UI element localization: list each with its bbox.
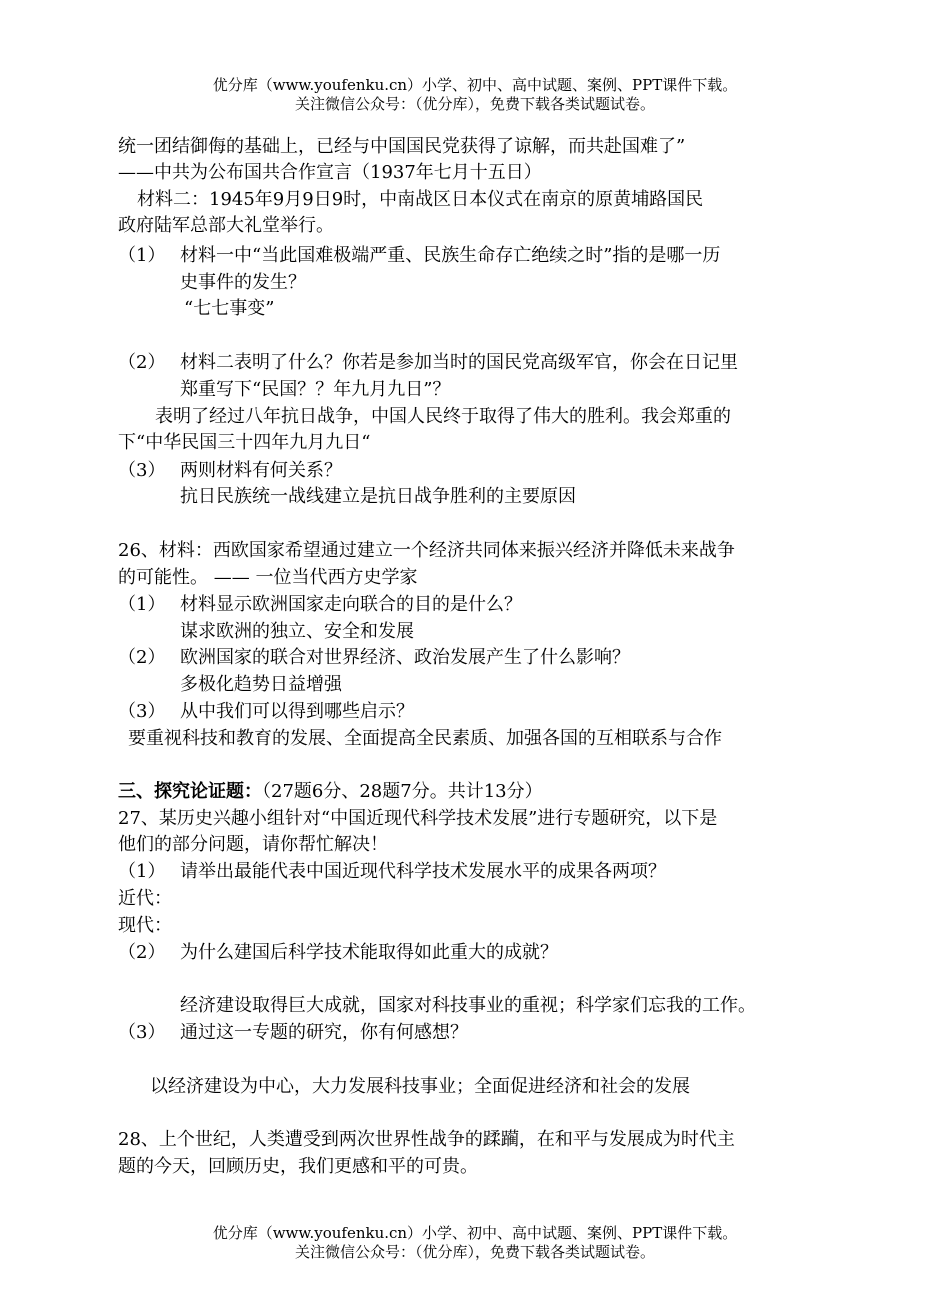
q25-sub2-question: 材料二表明了什么？你若是参加当时的国民党高级军官，你会在日记里 [180, 352, 738, 373]
q27-sub2-answer: 经济建设取得巨大成就，国家对科技事业的重视；科学家们忘我的工作。 [180, 995, 756, 1016]
q28-line2: 题的今天，回顾历史，我们更感和平的可贵。 [118, 1156, 478, 1177]
q25-sub3-question: 两则材料有何关系？ [180, 460, 342, 481]
q26-sub1-number: （1） [118, 594, 166, 615]
q27-sub1-number: （1） [118, 861, 166, 882]
q26-sub2-number: （2） [118, 647, 166, 668]
q25-sub3-number: （3） [118, 460, 166, 481]
q27-sub1-question: 请举出最能代表中国近现代科学技术发展水平的成果各两项？ [180, 861, 666, 882]
q27-sub2 [118, 940, 558, 966]
section3-score: （27题6分、28题7分。共计13分） [262, 781, 543, 802]
section3-title: 三、探究论证题： [118, 781, 262, 802]
q26-sub1-question: 材料显示欧洲国家走向联合的目的是什么？ [180, 594, 522, 615]
section3-heading [118, 779, 543, 805]
header-line-2: 关注微信公众号：（优分库），免费下载各类试题试卷。 [294, 95, 655, 113]
q25-sub2-number: （2） [118, 352, 166, 373]
q25-sub3 [118, 458, 342, 484]
q25-material2-line1: 材料二：1945年9月9日9时，中南战区日本仪式在南京的原黄埔路国民 [137, 189, 704, 210]
q27-sub3-answer: 以经济建设为中心，大力发展科技事业；全面促进经济和社会的发展 [150, 1076, 690, 1097]
q25-sub3-answer: 抗日民族统一战线建立是抗日战争胜利的主要原因 [180, 486, 576, 507]
q25-sub2-answer2: 下“中华民国三十四年九月九日“ [118, 432, 371, 453]
q25-material1-source: ——中共为公布国共合作宣言（1937年七月十五日） [118, 162, 542, 183]
q25-sub1 [118, 243, 720, 269]
q27-line2: 他们的部分问题，请你帮忙解决！ [118, 834, 388, 855]
q27-sub2-number: （2） [118, 942, 166, 963]
q26-sub3-question: 从中我们可以得到哪些启示？ [180, 701, 414, 722]
q27-sub1 [118, 859, 666, 885]
q27-line1: 27、某历史兴趣小组针对“中国近现代科学技术发展”进行专题研究，以下是 [118, 808, 718, 829]
footer-line-2: 关注微信公众号：（优分库），免费下载各类试题试卷。 [294, 1243, 655, 1261]
q27-contemporary-label: 现代： [118, 915, 172, 936]
q26-line2: 的可能性。 —— 一位当代西方史学家 [118, 567, 418, 588]
q26-sub2-question: 欧洲国家的联合对世界经济、政治发展产生了什么影响？ [180, 647, 630, 668]
q25-sub1-question-cont: 史事件的发生？ [180, 272, 306, 293]
q25-sub1-number: （1） [118, 245, 166, 266]
q25-sub2-question-cont: 郑重写下“民国？？年九月九日”？ [180, 379, 451, 400]
header-line-1: 优分库（www.youfenku.cn）小学、初中、高中试题、案例、PPT课件下载。 [212, 76, 738, 94]
q26-sub2-answer: 多极化趋势日益增强 [180, 674, 342, 695]
q26-sub1-answer: 谋求欧洲的独立、安全和发展 [180, 621, 414, 642]
q27-modern-label: 近代： [118, 888, 172, 909]
q26-sub3-number: （3） [118, 701, 166, 722]
q25-material2-line2: 政府陆军总部大礼堂举行。 [118, 215, 334, 236]
q25-sub2 [118, 350, 738, 376]
q25-sub1-question: 材料一中“当此国难极端严重、民族生命存亡绝续之时”指的是哪一历 [180, 245, 721, 266]
q26-sub3 [118, 699, 414, 725]
footer-line-1: 优分库（www.youfenku.cn）小学、初中、高中试题、案例、PPT课件下载。 [212, 1224, 738, 1242]
q27-sub3-question: 通过这一专题的研究，你有何感想？ [180, 1022, 468, 1043]
page-header [0, 76, 950, 114]
q28-line1: 28、上个世纪，人类遭受到两次世界性战争的蹂躏，在和平与发展成为时代主 [118, 1129, 735, 1150]
q26-line1: 26、材料：西欧国家希望通过建立一个经济共同体来振兴经济并降低未来战争 [118, 540, 735, 561]
q27-sub3-number: （3） [118, 1022, 166, 1043]
q25-material1-line: 统一团结御侮的基础上，已经与中国国民党获得了谅解，而共赴国难了” [118, 136, 686, 157]
q26-sub3-answer: 要重视科技和教育的发展、全面提高全民素质、加强各国的互相联系与合作 [128, 728, 722, 749]
page-footer [0, 1224, 950, 1262]
q26-sub1 [118, 592, 522, 618]
q25-sub1-answer: “七七事变” [184, 298, 275, 319]
q26-sub2 [118, 645, 630, 671]
q27-sub2-question: 为什么建国后科学技术能取得如此重大的成就？ [180, 942, 558, 963]
q27-sub3 [118, 1020, 468, 1046]
q25-sub2-answer1: 表明了经过八年抗日战争，中国人民终于取得了伟大的胜利。我会郑重的 [155, 406, 731, 427]
